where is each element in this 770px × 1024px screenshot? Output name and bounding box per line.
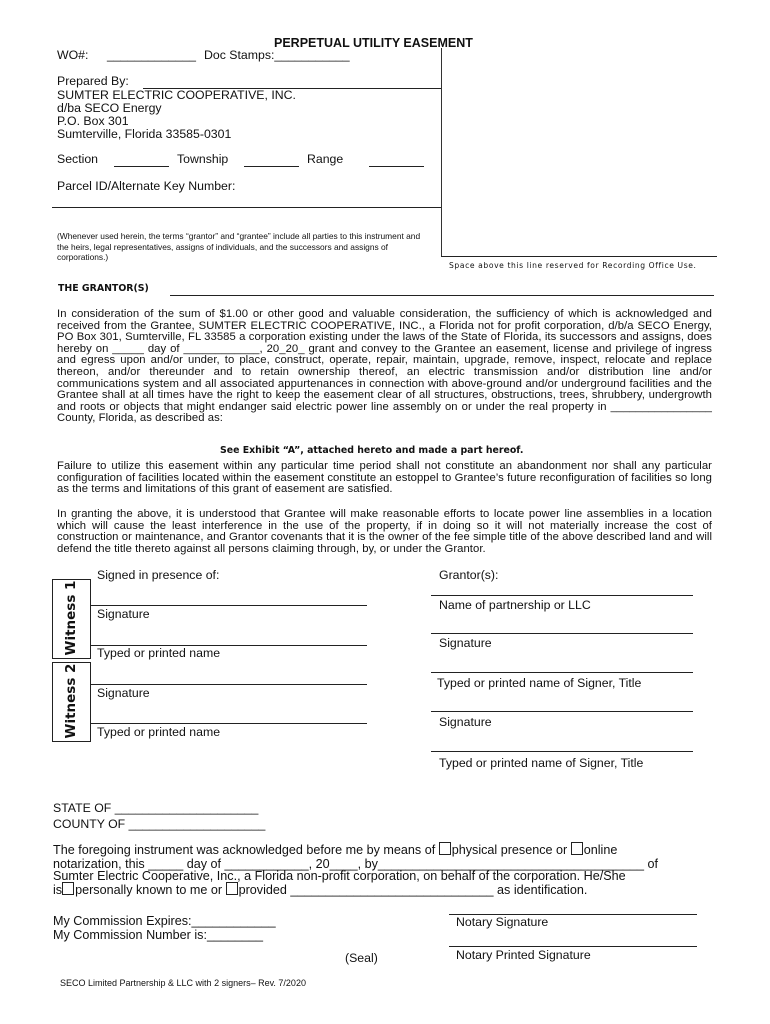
- witness-2-box: [52, 662, 91, 742]
- signer-1-name-line[interactable]: [431, 672, 693, 673]
- wo-label: WO#:: [57, 48, 89, 62]
- state-field[interactable]: STATE OF _____________________: [53, 801, 259, 815]
- preparer-name: SUMTER ELECTRIC COOPERATIVE, INC.: [57, 88, 296, 102]
- range-field[interactable]: [369, 166, 424, 167]
- county-field[interactable]: COUNTY OF ____________________: [53, 817, 266, 831]
- witness-1-name-label: Typed or printed name: [97, 646, 221, 660]
- witness-2-name-line[interactable]: [91, 723, 367, 724]
- signer-2-name-label: Typed or printed name of Signer, Title: [439, 756, 644, 770]
- failure-paragraph: Failure to utilize this easement within any particular time period shall not constitute an abandonment nor shall any particular configuration of facilities located within the easement constitute an estoppel to Grantee’s future reconfiguration of facilities so long as the terms and limitations of this grant of easement are satisfied.: [57, 460, 712, 496]
- witness-2-signature-line[interactable]: [91, 684, 367, 685]
- partnership-label: Name of partnership or LLC: [439, 598, 591, 612]
- section-field[interactable]: [114, 166, 169, 167]
- witness-1-signature-line[interactable]: [91, 605, 367, 606]
- acknowledgment-text: The foregoing instrument was acknowledged before me by means of: [53, 843, 436, 857]
- preparer-po-box: P.O. Box 301: [57, 114, 129, 128]
- header-divider: [52, 207, 441, 208]
- signed-in-presence-label: Signed in presence of:: [97, 568, 220, 582]
- acknowledgment-line-3: Sumter Electric Cooperative, Inc., a Florida non-profit corporation, on behalf of the corporation. He/She: [53, 869, 626, 883]
- recording-line: [441, 256, 717, 257]
- physical-presence-label: physical presence or: [451, 843, 568, 857]
- witness-1-label: Witness 1: [63, 580, 79, 656]
- physical-presence-checkbox[interactable]: [439, 842, 451, 855]
- range-label: Range: [307, 152, 344, 166]
- notary-printed-line[interactable]: [449, 946, 697, 947]
- witness-1-signature-label: Signature: [97, 607, 150, 621]
- is-label: is: [53, 883, 63, 897]
- document-title: PERPETUAL UTILITY EASEMENT: [274, 36, 473, 50]
- personally-known-checkbox[interactable]: [62, 882, 74, 895]
- witness-2-name-label: Typed or printed name: [97, 725, 221, 739]
- acknowledgment-line-1: [53, 842, 617, 857]
- acknowledgment-line-2[interactable]: notarization, this _____ day of ____________, 20____, by______________________________________ of: [53, 857, 659, 871]
- provided-id-label[interactable]: provided _____________________________ as identification.: [238, 883, 588, 897]
- township-label: Township: [177, 152, 229, 166]
- preparer-city: Sumterville, Florida 33585-0301: [57, 127, 232, 141]
- online-checkbox[interactable]: [571, 842, 583, 855]
- signer-1-name-label: Typed or printed name of Signer, Title: [437, 676, 642, 690]
- recording-note: Space above this line reserved for Recording Office Use.: [449, 261, 697, 270]
- partnership-line[interactable]: [431, 595, 693, 596]
- provided-id-checkbox[interactable]: [226, 882, 238, 895]
- section-label: Section: [57, 152, 99, 166]
- wo-field[interactable]: _____________: [107, 48, 196, 62]
- grantor-signature-2-line[interactable]: [431, 711, 693, 712]
- grantor-label: THE GRANTOR(S): [58, 283, 149, 294]
- grantors-label: Grantor(s):: [439, 568, 499, 582]
- preparer-dba: d/ba SECO Energy: [57, 101, 162, 115]
- recording-area-border: [441, 48, 442, 256]
- grantor-signature-1-label: Signature: [439, 636, 492, 650]
- online-label: online: [583, 843, 618, 857]
- commission-number-field[interactable]: My Commission Number is:________: [53, 928, 263, 942]
- notary-printed-label: Notary Printed Signature: [456, 948, 591, 962]
- consideration-paragraph: In consideration of the sum of $1.00 or other good and valuable consideration, the sufficiency of which is acknowledged and received from the Grantee, SUMTER ELECTRIC COOPERATIVE, INC., a Florida not for profit corporation, d/b/a SECO Energy, PO Box 301, Sumterville, FL 33585 a corporation existing under the laws of the State of Florida, its successors and assigns, does hereby on _____ day of ____________, 20_20_ grant and convey to the Grantee an easement, license and privilege of ingress and egress upon and/or under, to place, construct, operate, repair, maintain, upgrade, remove, inspect, relocate and replace thereon, and/or thereunder and to retain ownership thereof, an electric transmission and/or distribution line and/or communications system and all associated appurtenances in connection with above-ground and/or underground facilities and the Grantee shall at all times have the right to keep the easement clear of all structures, obstructions, trees, shrubbery, undergrowth and roots or objects that might endanger said electric power line assembly on or under the real property in ________________ County, Florida, as described as:: [57, 308, 712, 425]
- grantor-name-field[interactable]: [170, 295, 714, 296]
- witness-2-signature-label: Signature: [97, 686, 150, 700]
- signer-2-name-line[interactable]: [431, 751, 693, 752]
- seal-label: (Seal): [345, 951, 378, 965]
- granting-paragraph: In granting the above, it is understood that Grantee will make reasonable efforts to locate power line assemblies in a location which will cause the least interference in the use of the property, if in doing so it will not materially increase the cost of construction or maintenance, and Grantor covenants that it is the owner of the fee simple title of the above described land and will defend the title thereto against all persons claiming through, by, or under the Grantor.: [57, 508, 712, 555]
- footer-revision: SECO Limited Partnership & LLC with 2 signers– Rev. 7/2020: [60, 978, 306, 988]
- parcel-id-label: Parcel ID/Alternate Key Number:: [57, 179, 236, 193]
- identification-line: [53, 882, 587, 897]
- exhibit-reference: See Exhibit “A”, attached hereto and made a part hereof.: [220, 445, 524, 456]
- doc-stamps-field[interactable]: Doc Stamps:___________: [204, 48, 350, 62]
- witness-1-box: [52, 579, 91, 659]
- personally-known-label: personally known to me or: [75, 883, 223, 897]
- commission-expires-field[interactable]: My Commission Expires:____________: [53, 914, 276, 928]
- grantor-signature-1-line[interactable]: [431, 633, 693, 634]
- definitions-note: (Whenever used herein, the terms “grantor” and “grantee” include all parties to this instrument and the heirs, legal representatives, assigns of individuals, and the successors and assigns of corporations.): [57, 231, 421, 262]
- witness-2-label: Witness 2: [63, 663, 79, 739]
- prepared-by-label: Prepared By:: [57, 74, 129, 88]
- township-field[interactable]: [244, 166, 299, 167]
- notary-signature-label: Notary Signature: [456, 915, 549, 929]
- grantor-signature-2-label: Signature: [439, 715, 492, 729]
